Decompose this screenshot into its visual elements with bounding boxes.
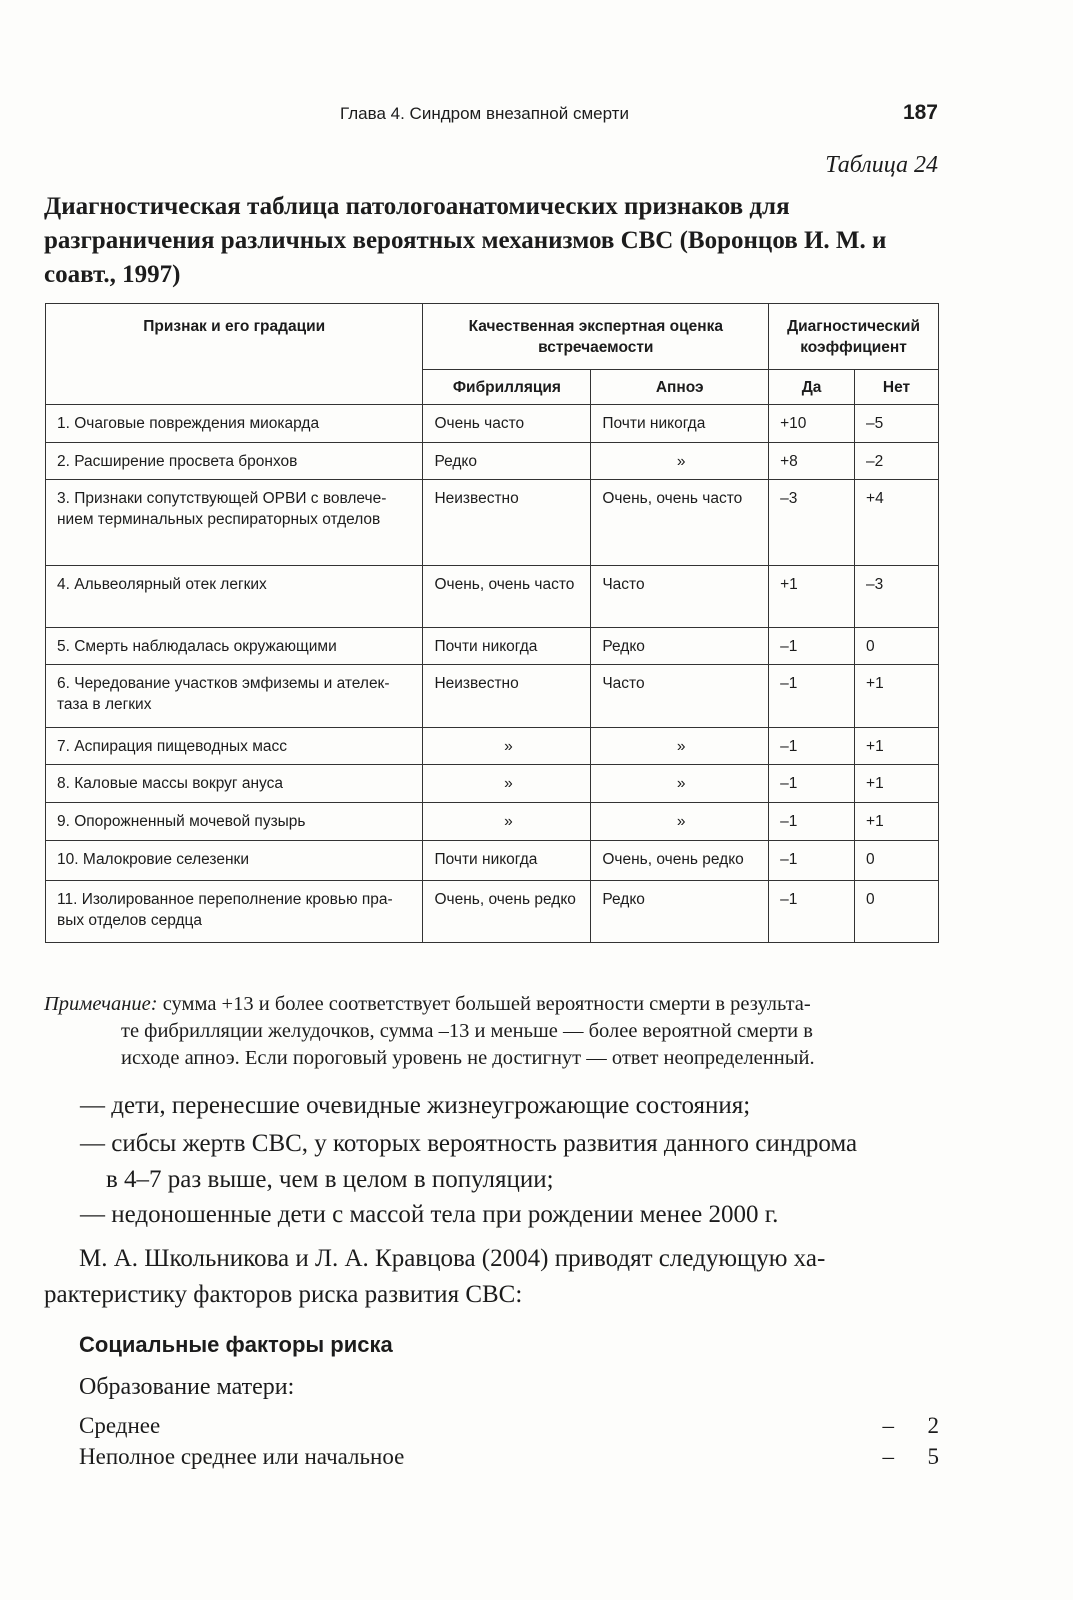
dash-item-text: — дети, перенесшие очевидные жизнеугрожающие состояния; — [80, 1092, 751, 1119]
education-item-value: 2 — [927, 1413, 939, 1438]
table-row — [46, 628, 939, 665]
coef-no-cell: +1 — [855, 728, 939, 765]
coef-no-cell: +1 — [855, 765, 939, 803]
coef-no-cell: –3 — [855, 566, 939, 628]
education-item-value: 5 — [927, 1444, 939, 1469]
coef-no-cell: –2 — [855, 443, 939, 480]
fibrillation-cell: » — [423, 803, 591, 841]
coef-yes-cell: –3 — [769, 480, 855, 566]
note-line-2: те фибрилляции желудочков, сумма –13 и меньше — более вероятной смерти в — [121, 1020, 813, 1042]
sign-cell: 7. Аспирация пищеводных масс — [46, 728, 423, 765]
fibrillation-cell: Редко — [423, 443, 591, 480]
education-item-dash: – — [882, 1444, 894, 1469]
coef-no-cell: +4 — [855, 480, 939, 566]
apnea-cell: Часто — [591, 665, 769, 728]
paragraph-line-1: М. А. Школьникова и Л. А. Кравцова (2004) приводят следующую ха- — [79, 1245, 826, 1272]
coef-no-cell: 0 — [855, 881, 939, 943]
subheader-yes: Да — [769, 369, 855, 404]
running-header — [46, 101, 938, 130]
fibrillation-cell: Неизвестно — [423, 480, 591, 566]
sign-cell: 3. Признаки сопутствующей ОРВИ с вовлечением терминальных респираторных отделов — [46, 480, 423, 566]
subheader-no: Нет — [855, 369, 939, 404]
dash-item — [80, 1197, 940, 1233]
education-item — [79, 1413, 939, 1439]
coef-no-cell: 0 — [855, 841, 939, 881]
fibrillation-cell: Очень часто — [423, 405, 591, 443]
chapter-title: Глава 4. Синдром внезапной смерти — [340, 104, 629, 123]
coef-no-cell: +1 — [855, 665, 939, 728]
apnea-cell: » — [591, 728, 769, 765]
apnea-cell: Редко — [591, 628, 769, 665]
fibrillation-cell: Очень, очень редко — [423, 881, 591, 943]
coef-yes-cell: –1 — [769, 728, 855, 765]
dash-item-text: — сибсы жертв СВС, у которых вероятность развития данного синдрома — [80, 1130, 858, 1157]
note-label: Примечание: — [44, 993, 158, 1015]
sign-cell: 6. Чередование участков эмфиземы и ателектаза в легких — [46, 665, 423, 728]
table-row — [46, 665, 939, 728]
sign-cell: 5. Смерть наблюдалась окружающими — [46, 628, 423, 665]
coef-yes-cell: –1 — [769, 803, 855, 841]
education-item — [79, 1444, 939, 1470]
education-item-label: Среднее — [79, 1413, 161, 1438]
apnea-cell: Редко — [591, 881, 769, 943]
sign-cell: 8. Каловые массы вокруг ануса — [46, 765, 423, 803]
education-item-label: Неполное среднее или начальное — [79, 1444, 405, 1469]
table-row — [46, 765, 939, 803]
paragraph-line-2: рактеристику факторов риска развития СВС: — [44, 1281, 523, 1308]
table-row — [46, 803, 939, 841]
sign-cell: 2. Расширение просвета бронхов — [46, 443, 423, 480]
apnea-cell: Часто — [591, 566, 769, 628]
table-row — [46, 480, 939, 566]
apnea-cell: » — [591, 765, 769, 803]
note-line-1: сумма +13 и более соответствует большей вероятности смерти в результа- — [162, 993, 811, 1015]
sign-cell: 9. Опорожненный мочевой пузырь — [46, 803, 423, 841]
education-label: Образование матери: — [79, 1374, 295, 1400]
table-row — [46, 881, 939, 943]
table-note — [44, 991, 940, 1072]
fibrillation-cell: Почти никогда — [423, 628, 591, 665]
fibrillation-cell: Неизвестно — [423, 665, 591, 728]
header-diagnostic-coefficient: Диагностический коэффициент — [769, 304, 939, 370]
page-number: 187 — [902, 101, 938, 124]
subheader-fibrillation: Фибрилляция — [423, 369, 591, 404]
coef-yes-cell: –1 — [769, 665, 855, 728]
apnea-cell: Очень, очень редко — [591, 841, 769, 881]
fibrillation-cell: » — [423, 765, 591, 803]
coef-yes-cell: +8 — [769, 443, 855, 480]
apnea-cell: Очень, очень часто — [591, 480, 769, 566]
subheader-apnea: Апноэ — [591, 369, 769, 404]
sign-cell: 4. Альвеолярный отек легких — [46, 566, 423, 628]
dash-item-continuation: в 4–7 раз выше, чем в целом в популяции; — [106, 1166, 554, 1193]
dash-item — [80, 1088, 940, 1124]
education-item-dash: – — [882, 1413, 894, 1438]
sign-cell: 11. Изолированное переполнение кровью правых отделов сердца — [46, 881, 423, 943]
table-row — [46, 405, 939, 443]
coef-yes-cell: +10 — [769, 405, 855, 443]
table-title: Диагностическая таблица патологоанатомических признаков для разграничения различных вероятных механизмов СВС (Воронцов И. М. и соавт., 1997) — [44, 193, 887, 288]
coef-no-cell: +1 — [855, 803, 939, 841]
coef-yes-cell: –1 — [769, 628, 855, 665]
apnea-cell: Почти никогда — [591, 405, 769, 443]
table-row — [46, 841, 939, 881]
apnea-cell: » — [591, 443, 769, 480]
table-row — [46, 728, 939, 765]
fibrillation-cell: » — [423, 728, 591, 765]
fibrillation-cell: Очень, очень часто — [423, 566, 591, 628]
coef-yes-cell: –1 — [769, 765, 855, 803]
coef-no-cell: 0 — [855, 628, 939, 665]
coef-yes-cell: –1 — [769, 881, 855, 943]
sign-cell: 10. Малокровие селезенки — [46, 841, 423, 881]
coef-yes-cell: –1 — [769, 841, 855, 881]
diagnostic-table — [45, 303, 939, 943]
coef-no-cell: –5 — [855, 405, 939, 443]
fibrillation-cell: Почти никогда — [423, 841, 591, 881]
table-row — [46, 566, 939, 628]
table-row — [46, 443, 939, 480]
table-label: Таблица 24 — [825, 152, 938, 178]
section-title: Социальные факторы риска — [79, 1332, 393, 1357]
dash-item-text: — недоношенные дети с массой тела при рождении менее 2000 г. — [80, 1201, 779, 1228]
apnea-cell: » — [591, 803, 769, 841]
header-sign: Признак и его градации — [46, 304, 423, 405]
header-expert-assessment: Качественная экспертная оценка встречаемости — [423, 304, 769, 370]
coef-yes-cell: +1 — [769, 566, 855, 628]
note-line-3: исходе апноэ. Если пороговый уровень не достигнут — ответ неопределенный. — [121, 1047, 815, 1069]
sign-cell: 1. Очаговые повреждения миокарда — [46, 405, 423, 443]
dash-item — [80, 1126, 940, 1198]
